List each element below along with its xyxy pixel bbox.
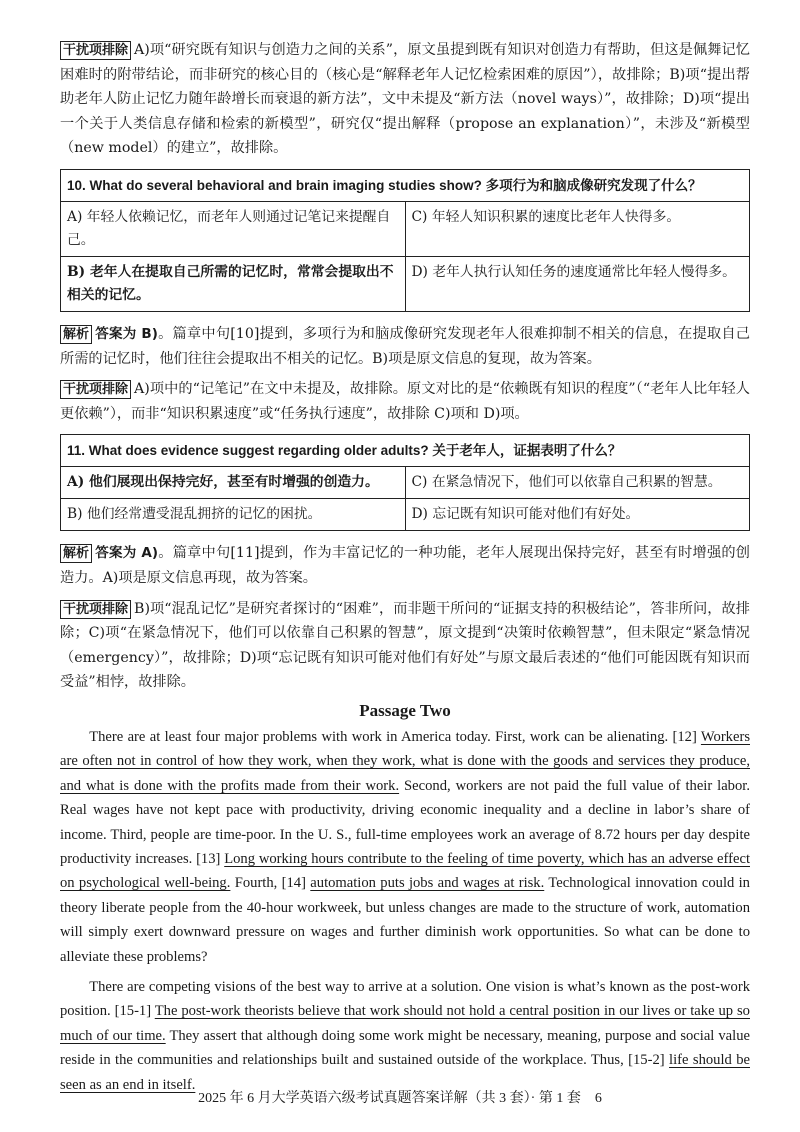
passage-paragraph-1 bbox=[60, 725, 750, 969]
passage-text: Technological innovation could in theory liberate people from the 40-hour workweek, but unless changes are made to the structure of work, automation will simply exert downward pressure on wages and further diminish work opportunities. So what can be done to alleviate these problems? bbox=[60, 875, 750, 965]
answer-analysis-10 bbox=[60, 322, 750, 371]
option-11-b: B) 他们经常遭受混乱拥挤的记忆的困扰。 bbox=[61, 499, 406, 531]
passage-text: There are competing visions of the best way to arrive at a solution. One vision is what’s known as the post-work position. [15-1] bbox=[60, 978, 750, 1020]
passage-title: Passage Two bbox=[359, 700, 451, 720]
option-11-c: C) 在紧急情况下，他们可以依靠自己积累的智慧。 bbox=[405, 467, 750, 499]
question-10-table bbox=[60, 169, 750, 312]
option-11-d: D) 忘记既有知识可能对他们有好处。 bbox=[405, 499, 750, 531]
distractor-analysis-10 bbox=[60, 377, 750, 426]
distractor-tag: 干扰项排除 bbox=[60, 600, 131, 619]
analysis-tag: 解析 bbox=[60, 544, 92, 563]
option-10-a: A) 年轻人依赖记忆，而老年人则通过记笔记来提醒自己。 bbox=[61, 201, 406, 256]
page-content bbox=[60, 38, 750, 1097]
distractor-text: B)项“混乱记忆”是研究者探讨的“困难”，而非题干所问的“证据支持的积极结论”，答非所问，故排除；C)项“在紧急情况下，他们可以依靠自己积累的智慧”，原文提到“决策时依赖智慧”，但未限定“紧急情况（emergency）”，故排除；D)项“忘记既有知识可能对他们有好处”与原文最后表述的“他们可能因既有知识而受益”相悖，故排除。 bbox=[60, 600, 750, 691]
passage-text: Second, workers are not paid the full value of their labor. Real wages have not kept pace with productivity, driving economic inequality and a decline in labor’s share of income. Third, people are time-poor. In the U. S., full-time employees work an average of 8.72 hours per day despite productivity increases. [13] bbox=[60, 777, 750, 867]
option-10-d: D) 老年人执行认知任务的速度通常比年轻人慢得多。 bbox=[405, 256, 750, 311]
passage-text: Fourth, [14] bbox=[230, 875, 311, 892]
analysis-text: 。篇章中句[11]提到，作为丰富记忆的一种功能，老年人展现出保持完好，甚至有时增强的创造力。A)项是原文信息再现，故为答案。 bbox=[60, 545, 750, 586]
distractor-text: A)项中的“记笔记”在文中未提及，故排除。原文对比的是“依赖既有知识的程度”（“老年人比年轻人更依赖”），而非“知识积累速度”或“任务执行速度”，故排除 C)项和 D)项。 bbox=[60, 381, 750, 422]
underlined-sentence-12: Workers are often not in control of how they work, when they work, what is done with the goods and services they produce, and what is done with the profits made from their work. bbox=[60, 728, 750, 794]
question-11-stem: 11. What does evidence suggest regarding older adults? 关于老年人，证据表明了什么？ bbox=[61, 435, 750, 467]
answer-analysis-11 bbox=[60, 541, 750, 590]
page-footer: 2025 年 6 月大学英语六级考试真题答案详解（共 3 套）· 第 1 套 6 bbox=[198, 1091, 602, 1106]
answer-label: 答案为 A) bbox=[95, 545, 159, 562]
analysis-tag: 解析 bbox=[60, 325, 92, 344]
option-10-b: B) 老年人在提取自己所需的记忆时，常常会提取出不相关的记忆。 bbox=[61, 256, 406, 311]
distractor-tag: 干扰项排除 bbox=[60, 41, 131, 60]
underlined-sentence-15-2: life should be seen as an end in itself. bbox=[60, 1052, 750, 1093]
distractor-analysis-11 bbox=[60, 597, 750, 695]
underlined-sentence-15-1: The post-work theorists believe that work should not hold a central position in our lives or take up so much of our time. bbox=[60, 1003, 750, 1044]
question-11-table bbox=[60, 434, 750, 531]
option-10-c: C) 年轻人知识积累的速度比老年人快得多。 bbox=[405, 201, 750, 256]
distractor-tag: 干扰项排除 bbox=[60, 380, 131, 399]
option-11-a: A) 他们展现出保持完好，甚至有时增强的创造力。 bbox=[61, 467, 406, 499]
distractor-analysis-9 bbox=[60, 38, 750, 161]
passage-text: They assert that although doing some work might be necessary, meaning, purpose and social value reside in the communities and relationships built and sustained outside of the workplace. Thus, [15-2] bbox=[60, 1027, 750, 1069]
underlined-sentence-14: automation puts jobs and wages at risk. bbox=[310, 875, 545, 892]
passage-paragraph-2 bbox=[60, 975, 750, 1097]
passage-text: There are at least four major problems with work in America today. First, work can be alienating. [12] bbox=[89, 728, 701, 745]
analysis-text: 。篇章中句[10]提到，多项行为和脑成像研究发现老年人很难抑制不相关的信息，在提取自己所需的记忆时，他们往往会提取出不相关的记忆。B)项是原文信息的复现，故为答案。 bbox=[60, 325, 750, 367]
underlined-sentence-13: Long working hours contribute to the feeling of time poverty, which has an adverse effect on psychological well-being. bbox=[60, 850, 750, 892]
distractor-text: A)项“研究既有知识与创造力之间的关系”，原文虽提到既有知识对创造力有帮助，但这是佩舞记忆困难时的附带结论，而非研究的核心目的（核心是“解释老年人记忆检索困难的原因”），故排除；B)项“提出帮助老年人防止记忆力随年龄增长而衰退的新方法”，文中未提及“新方法（novel ways）”，故排除；D)项“提出一个关于人类信息存储和检索的新模型”，研究仅“提出解释（propose an explanation）”，未涉及“新模型（new model）的建立”，故排除。 bbox=[60, 42, 750, 157]
question-10-stem: 10. What do several behavioral and brain imaging studies show? 多项行为和脑成像研究发现了什么？ bbox=[61, 169, 750, 201]
answer-label: 答案为 B) bbox=[95, 325, 158, 342]
